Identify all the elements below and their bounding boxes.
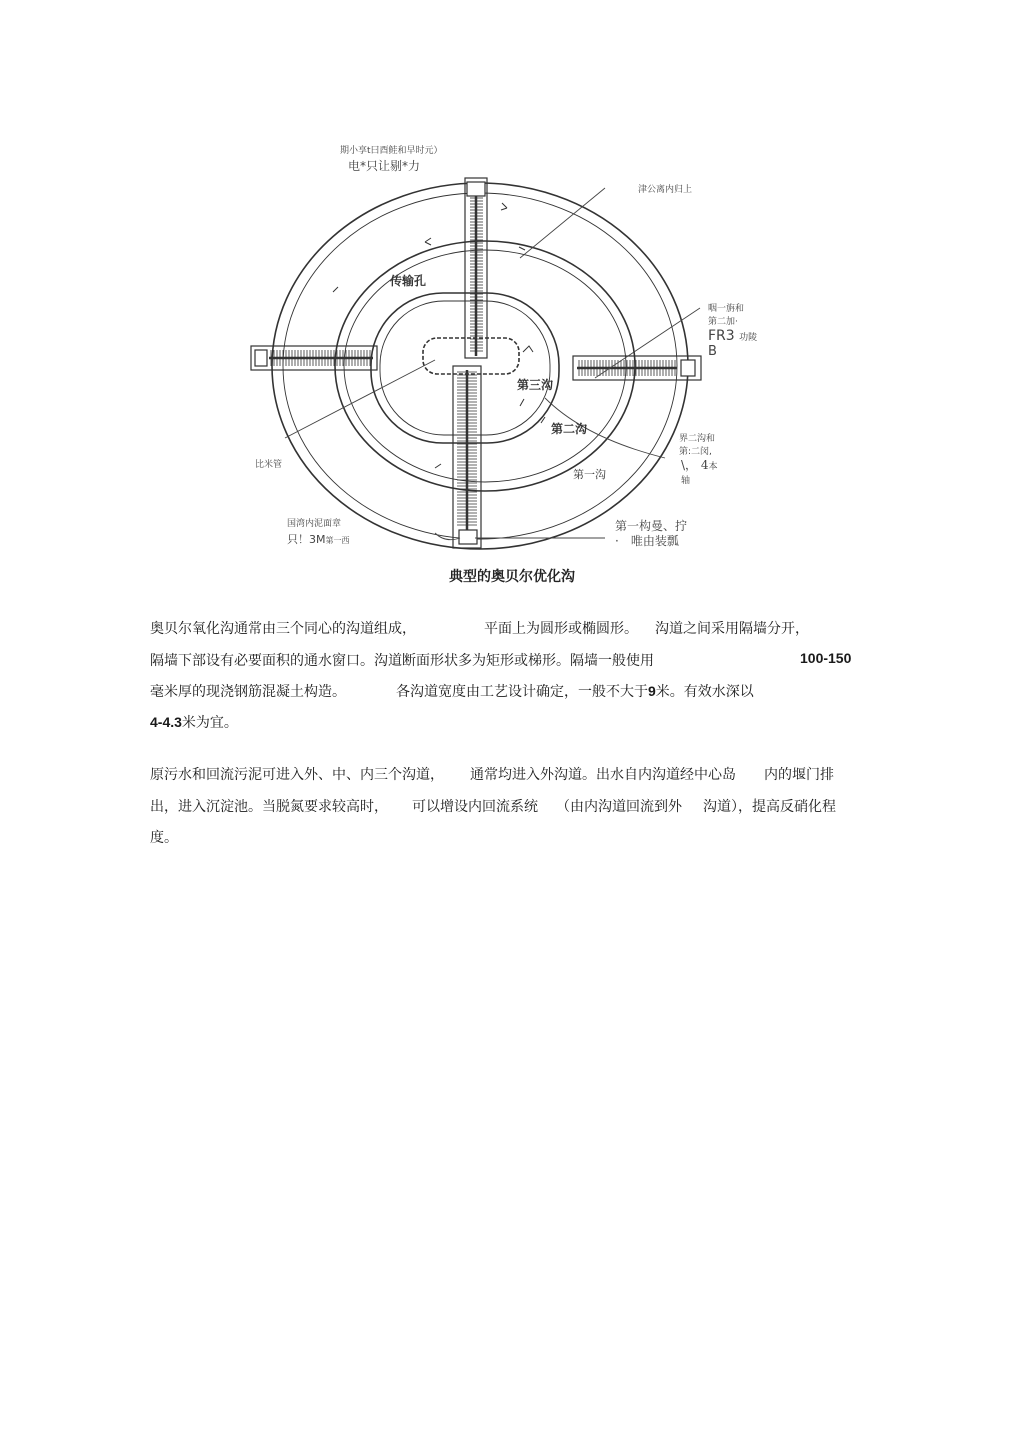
- p1-line3a: 毫米厚的现浇钢筋混凝土构造。: [150, 684, 346, 700]
- label-right-3-small: 功陵: [739, 333, 758, 343]
- label-right-1: 咽一旃和: [708, 304, 745, 314]
- rotor-hatching: [271, 198, 675, 525]
- label-right-mid-4: 轴: [681, 476, 691, 486]
- label-bottom-right-1: 第一构曼、拧: [615, 519, 688, 533]
- label-top-main: 电*只让剔*力: [348, 159, 421, 173]
- p2-line2b: 可以增设内回流系统: [412, 799, 538, 815]
- label-right-2: 第二加·: [708, 317, 738, 327]
- ditch-drawing: [245, 138, 715, 558]
- bridge-right: [573, 356, 701, 380]
- p1-line3b: 各沟道宽度由工艺设计确定，一般不大于: [396, 684, 648, 700]
- figure-caption: 典型的奥贝尔优化沟: [449, 569, 575, 585]
- label-right-mid-3b: 4: [700, 458, 709, 472]
- p2-line3: 度。: [150, 830, 178, 846]
- middle-ditch-inner-wall: [344, 250, 626, 482]
- paragraph-1: [150, 618, 870, 738]
- p1-line1a: 奥贝尔氧化沟通常由三个同心的沟道组成，: [150, 621, 416, 637]
- p1-line4b: 米为宜。: [181, 715, 238, 731]
- label-ditch-3: 第三沟: [517, 378, 554, 392]
- label-top-right: 津公离内归上: [638, 185, 693, 195]
- label-bottom-left-2b: 第一西: [325, 536, 350, 545]
- p1-line3c: 9: [648, 683, 656, 699]
- label-bottom-right-2: · 唯由装瓢: [615, 534, 679, 548]
- central-island: [423, 338, 519, 374]
- label-right-3-big: FR3: [708, 328, 735, 344]
- label-right-mid-3: [681, 458, 718, 473]
- p1-line4a: 4-4.3: [150, 714, 182, 730]
- label-right-3: [708, 328, 757, 345]
- p1-line3d: 米。有效水深以: [655, 684, 754, 700]
- p2-line1a: 原污水和回流污泥可进入外、中、内三个沟道，: [150, 767, 444, 783]
- label-right-mid-3c: 本: [708, 462, 718, 472]
- label-ditch-2: 第二沟: [551, 422, 588, 436]
- p1-line4: [150, 712, 238, 732]
- p1-line1c: 沟道之间采用隔墙分开，: [655, 621, 809, 637]
- label-left-pipe: 比米管: [255, 460, 283, 470]
- label-top-small: 期小享t曰酉鲑和早时元）: [340, 146, 443, 156]
- p1-line3: [396, 681, 754, 701]
- label-bottom-left-1: 国湾内泥面章: [287, 519, 342, 529]
- paragraph-2: [150, 764, 870, 854]
- p2-line2d: 沟道），提高反硝化程: [703, 799, 836, 815]
- p2-line2c: （由内沟道回流到外: [556, 799, 682, 815]
- label-right-mid-2: 第:二闵,: [679, 447, 712, 457]
- label-right-mid-3a: \，: [681, 458, 698, 472]
- label-ditch-1: 第一沟: [573, 468, 606, 481]
- p1-line2b: 100-150: [800, 650, 852, 666]
- p1-line1b: 平面上为圆形或椭圆形。: [484, 621, 638, 637]
- bridge-top: [465, 178, 487, 358]
- p2-line1b: 通常均进入外沟道。出水自内沟道经中心岛: [470, 767, 736, 783]
- label-right-4: B: [708, 344, 717, 359]
- label-bottom-left-2a: 只！3M: [287, 533, 326, 546]
- oxidation-ditch-diagram: [245, 138, 758, 558]
- label-transfer-hole: 传输孔: [390, 274, 427, 288]
- label-right-mid-1: 界二沟和: [679, 434, 716, 444]
- p2-line1c: 内的堰门排: [764, 767, 834, 783]
- label-bottom-left-2: [287, 533, 350, 546]
- p1-line2a: 隔墙下部设有必要面积的通水窗口。沟道断面形状多为矩形或梯形。隔墙一般使用: [150, 653, 654, 669]
- p2-line2a: 出，进入沉淀池。当脱氮要求较高时，: [150, 799, 388, 815]
